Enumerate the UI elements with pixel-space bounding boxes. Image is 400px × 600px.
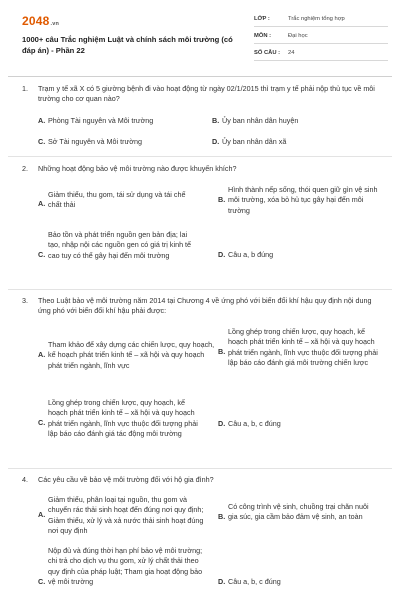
- question-1: [22, 84, 382, 164]
- meta-row-subject: [254, 29, 388, 44]
- option-letter: B.: [218, 347, 226, 356]
- option-letter: C.: [38, 137, 46, 146]
- option-letter: C.: [38, 250, 46, 259]
- option-text: Có công trình vệ sinh, chuồng trại chăn nuôi gia súc, gia cầm bảo đảm vệ sinh, an toàn: [228, 502, 369, 522]
- option-text: Ủy ban nhân dân huyện: [222, 116, 299, 125]
- option-letter: A.: [38, 510, 46, 519]
- question-separator: [8, 468, 392, 469]
- header-divider: [8, 76, 392, 77]
- option-letter: B.: [218, 195, 226, 204]
- site-logo[interactable]: 2048.vn: [22, 14, 60, 28]
- document-meta: [254, 12, 388, 63]
- option-letter: B.: [212, 116, 220, 125]
- meta-label: SỐ CÂU :: [254, 50, 281, 56]
- meta-label: MÔN :: [254, 33, 272, 39]
- option-letter: D.: [218, 577, 226, 586]
- option-text: Ủy ban nhân dân xã: [222, 137, 287, 146]
- document-header: [22, 12, 382, 68]
- option-text: Câu a, b, c đúng: [228, 577, 281, 586]
- question-number: 4.: [22, 475, 28, 484]
- option-letter: A.: [38, 116, 46, 125]
- question-number: 2.: [22, 164, 28, 173]
- option-letter: D.: [218, 250, 226, 259]
- option-text: Câu a, b đúng: [228, 250, 274, 259]
- meta-value: Đại học: [288, 33, 308, 39]
- option-letter: D.: [218, 419, 226, 428]
- option-text: Lồng ghép trong chiến lược, quy hoạch, kế hoạch phát triển kinh tế – xã hội và quy hoạch phát triển ngành, lĩnh vực thuộc đối tượng phải lập báo cáo đánh giá tác động môi trường: [48, 398, 198, 439]
- option-text: Lồng ghép trong chiến lược, quy hoạch, kế hoạch phát triển kinh tế – xã hội và quy hoạch phát triển ngành, lĩnh vực thuộc đối tượng phải lập báo cáo đánh giá môi trường chiến lược: [228, 327, 378, 368]
- meta-value: Trắc nghiệm tổng hợp: [288, 16, 345, 22]
- question-separator: [8, 156, 392, 157]
- option-text: Giảm thiểu, thu gom, tái sử dụng và tái chế chất thải: [48, 190, 186, 210]
- option-text: Nộp đủ và đúng thời hạn phí bảo vệ môi trường; chi trả cho dịch vụ thu gom, xử lý chất thải theo quy định của pháp luật; Tham gia hoạt động bảo vệ môi trường: [48, 546, 203, 587]
- question-separator: [8, 289, 392, 290]
- question-text: Trạm y tế xã X có 5 giường bệnh đi vào hoạt động từ ngày 02/1/2015 thì trạm y tế phải nộp thủ tục về môi trường cho cơ quan nào?: [38, 84, 375, 104]
- question-number: 1.: [22, 84, 28, 93]
- question-3: [22, 296, 382, 468]
- option-text: Tham khảo để xây dựng các chiến lược, quy hoạch, kế hoạch phát triển kinh tế – xã hội và quy hoạch phát triển ngành, lĩnh vực: [48, 340, 215, 370]
- question-number: 3.: [22, 296, 28, 305]
- option-letter: C.: [38, 418, 46, 427]
- meta-label: LỚP :: [254, 16, 270, 22]
- option-letter: A.: [38, 199, 46, 208]
- question-2: [22, 164, 382, 288]
- option-letter: B.: [218, 512, 226, 521]
- question-text: Theo Luật bảo vệ môi trường năm 2014 tại Chương 4 về ứng phó với biến đổi khí hậu quy định nội dung ứng phó với biến đổi khí hậu phải được:: [38, 296, 372, 316]
- option-letter: A.: [38, 350, 46, 359]
- question-text: Những hoạt động bảo vệ môi trường nào được khuyến khích?: [38, 164, 237, 173]
- option-text: Bảo tồn và phát triển nguồn gen bản địa; lai tạo, nhập nội các nguồn gen có giá trị kinh tế cao tuy có thể gây hại đến môi trường: [48, 230, 192, 260]
- meta-row-count: [254, 46, 388, 61]
- meta-row-class: [254, 12, 388, 27]
- question-4: [22, 475, 382, 600]
- option-letter: D.: [212, 137, 220, 146]
- option-text: Phòng Tài nguyên và Môi trường: [48, 116, 154, 125]
- option-text: Hình thành nếp sống, thói quen giữ gìn vệ sinh môi trường, xóa bỏ hủ tục gây hại đến môi trường: [228, 185, 378, 215]
- option-letter: C.: [38, 577, 46, 586]
- option-text: Giảm thiểu, phân loại tại nguồn, thu gom và chuyển rác thải sinh hoạt đến đúng nơi quy định; Giảm thiểu, xử lý và xả nước thải sinh hoạt đúng nơi quy định: [48, 495, 204, 536]
- option-text: Sở Tài nguyên và Môi trường: [48, 137, 143, 146]
- question-text: Các yêu cầu về bảo vệ môi trường đối với hộ gia đình?: [38, 475, 214, 484]
- option-text: Câu a, b, c đúng: [228, 419, 281, 428]
- document-title: 1000+ câu Trắc nghiệm Luật và chính sách môi trường (có đáp án) - Phần 22: [22, 35, 233, 55]
- meta-value: 24: [288, 50, 295, 56]
